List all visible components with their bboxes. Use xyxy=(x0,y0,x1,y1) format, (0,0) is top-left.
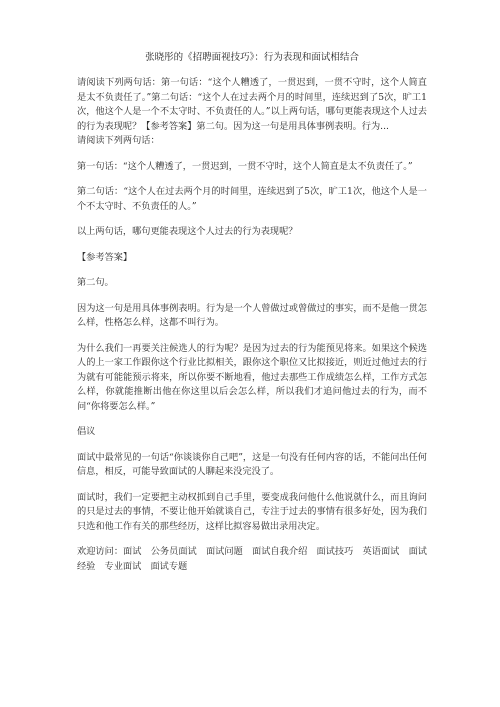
paragraph-question: 以上两句话，哪句更能表现这个人过去的行为表现呢？ xyxy=(77,226,298,237)
paragraph-why-behavior: 为什么我们一再要关注候选人的行为呢？是因为过去的行为能预见将来。如果这个候选人的上一家工作跟你这个行业比拟相关，跟你这个职位又比拟接近，则近过他过去的行为就有可能能预示将来，所以你要不断地看，他过去那些工作成绩怎么样，工作方式怎么样，你就能推断出他在你这里以后会怎么样，所以我们才追问他过去的行为，而不问“你将要怎么样。” xyxy=(77,342,427,412)
paragraph-reference-answer-heading: 【参考答案】 xyxy=(77,251,133,263)
paragraph-read-prompt: 请阅读下列两句话： xyxy=(77,135,160,146)
paragraph-interview-control: 面试时，我们一定要把主动权抓到自己手里，要变成我问他什么他说就什么，而且询问的只是过去的事情，不要让他开始就谈自己，专注于过去的事情有很多好处，因为我们只选和他工作有关的那些经历，这样比拟容易做出录用决定。 xyxy=(77,491,427,532)
intro-paragraph: 请阅读下列两句话：第一句话：“这个人糟透了，一贯迟到，一贯不守时，这个人简直是太不负责任了。”第二句话：“这个人在过去两个月的时间里，连续迟到了5次，旷工1次，他这个人是一个不太守时、不负责任的人。”以上两句话，哪句更能表现这个人过去的行为表现呢？【参考答案】第二句。因为这一句是用具体事例表明。行为... xyxy=(77,77,427,132)
paragraph-sentence-one: 第一句话：“这个人糟透了，一贯迟到，一贯不守时，这个人简直是太不负责任了。” xyxy=(77,160,413,172)
paragraph-suggestion-heading: 倡议 xyxy=(77,426,96,437)
paragraph-explanation: 因为这一句是用具体事例表明。行为是一个人曾做过或曾做过的事实，而不是他一贯怎么样，性格怎么样，这都不叫行为。 xyxy=(77,302,427,328)
paragraph-common-question: 面试中最常见的一句话“你谈谈你自己吧”，这是一句没有任何内容的话，不能问出任何信息，相反，可能导致面试的人聊起来没完没了。 xyxy=(77,451,427,477)
paragraph-answer: 第二句。 xyxy=(77,277,114,288)
document-title: 张晓彤的《招聘面视技巧》：行为表现和面试相结合 xyxy=(145,52,359,63)
paragraph-sentence-two: 第二句话：“这个人在过去两个月的时间里，连续迟到了5次，旷工1次，他这个人是一个不太守时、不负责任的人。” xyxy=(77,186,427,212)
document-page xyxy=(77,52,427,574)
paragraph-visit-links: 欢迎访问：面试 公务员面试 面试问题 面试自我介绍 面试技巧 英语面试 面试经验 专业面试 面试专题 xyxy=(77,546,427,572)
